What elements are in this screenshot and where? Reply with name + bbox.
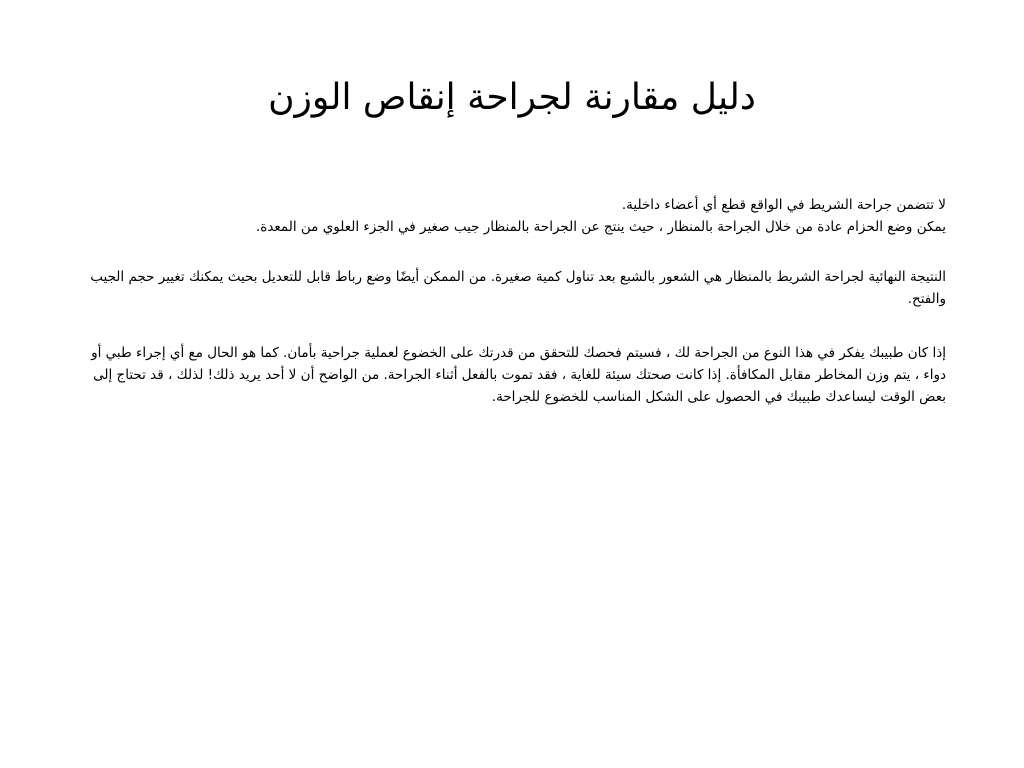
- paragraph-band-surgery: لا تتضمن جراحة الشريط في الواقع قطع أي أعضاء داخلية.: [621, 197, 946, 213]
- slide-body: [78, 194, 946, 408]
- paragraph-laparoscopic-pouch: يمكن وضع الحزام عادة من خلال الجراحة بالمنظار ، حيث ينتج عن الجراحة بالمنظار جيب صغير في الجزء العلوي من المعدة.: [255, 219, 946, 235]
- paragraph-doctor-evaluation: إذا كان طبيبك يفكر في هذا النوع من الجراحة لك ، فسيتم فحصك للتحقق من قدرتك على الخضوع لعملية جراحية بأمان. كما هو الحال مع أي إجراء طبي أو دواء ، يتم وزن المخاطر مقابل المكافأة. إذا كانت صحتك سيئة للغاية ، فقد تموت بالفعل أثناء الجراحة. من الواضح أن لا أحد يريد ذلك! لذلك ، قد تحتاج إلى بعض الوقت ليساعدك طبيبك في الحصول على الشكل المناسب للخضوع للجراحة.: [91, 345, 946, 405]
- slide-title: دليل مقارنة لجراحة إنقاص الوزن: [268, 77, 756, 118]
- paragraph-satiety-result: النتيجة النهائية لجراحة الشريط بالمنظار هي الشعور بالشبع بعد تناول كمية صغيرة. من الممكن أيضًا وضع رباط قابل للتعديل بحيث يمكنك تغيير حجم الجيب والفتح.: [90, 269, 946, 307]
